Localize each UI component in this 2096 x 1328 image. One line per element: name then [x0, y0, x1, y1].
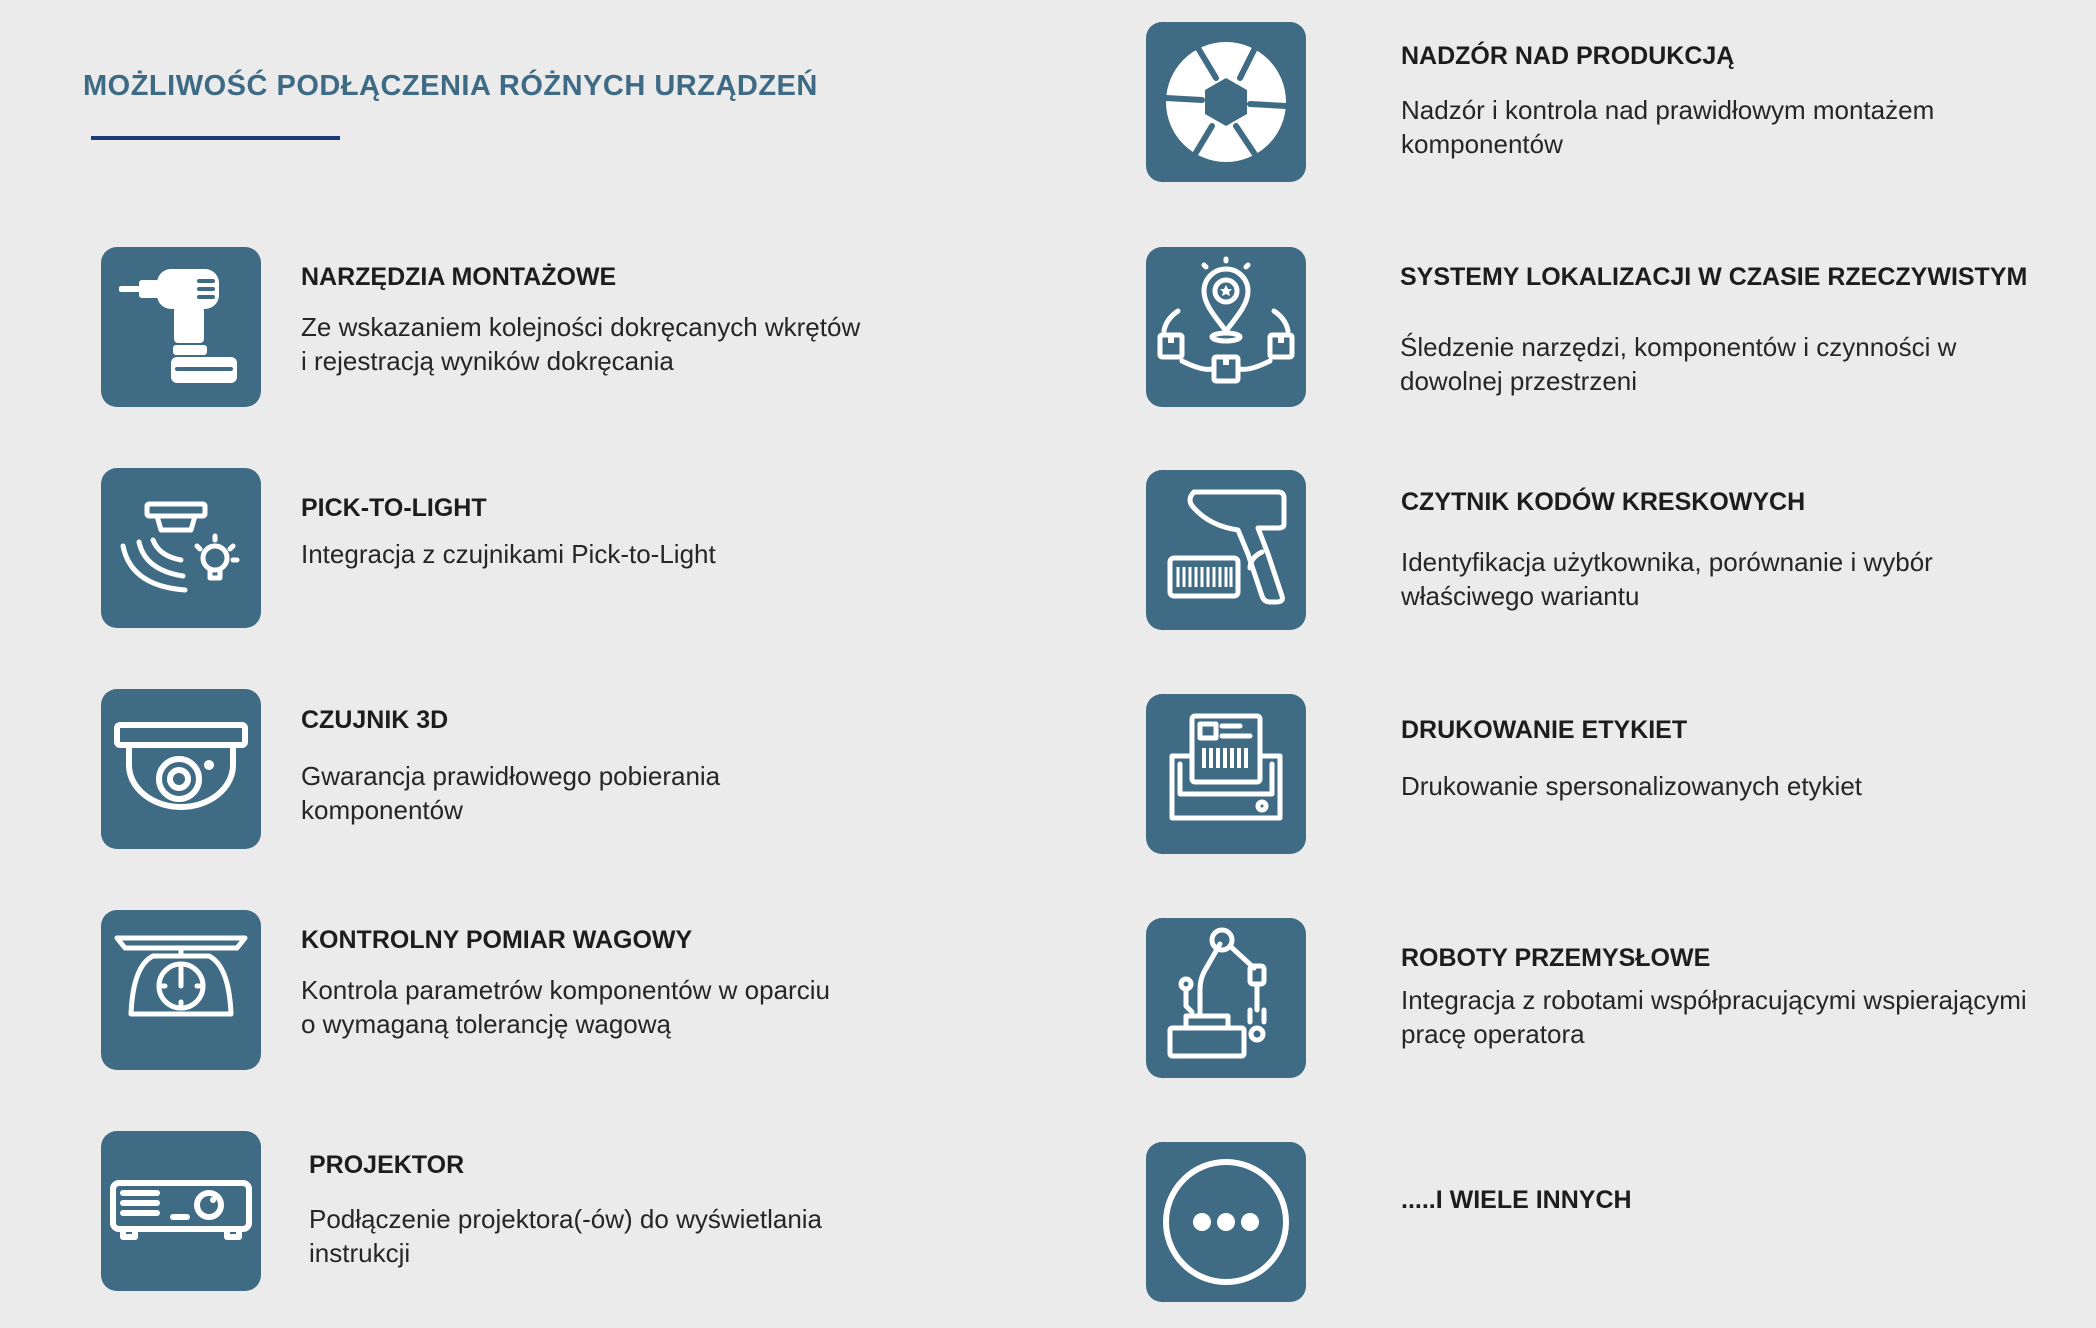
page-title: MOŻLIWOŚĆ PODŁĄCZENIA RÓŻNYCH URZĄDZEŃ — [83, 70, 818, 102]
barcode-scanner-icon — [1146, 470, 1306, 630]
item-description: Gwarancja prawidłowego pobierania komponentów — [301, 761, 721, 825]
location-tracking-icon — [1146, 247, 1306, 407]
feature-item-barcode-reader — [1146, 470, 2066, 630]
title-underline — [91, 136, 340, 140]
feature-item-projector — [101, 1131, 861, 1291]
robot-arm-icon — [1146, 918, 1306, 1078]
item-title: KONTROLNY POMIAR WAGOWY — [301, 926, 693, 954]
feature-item-assembly-tools — [101, 247, 861, 407]
label-printer-icon — [1146, 694, 1306, 854]
item-title: PICK-TO-LIGHT — [301, 494, 487, 522]
item-description: Kontrola parametrów komponentów w oparciu o wymaganą tolerancję wagową — [301, 975, 830, 1039]
item-description: Drukowanie spersonalizowanych etykiet — [1401, 771, 1863, 801]
item-description: Integracja z robotami współpracującymi wspierającymi pracę operatora — [1401, 985, 2027, 1049]
feature-item-production-supervision — [1146, 22, 2066, 182]
item-description: Podłączenie projektora(-ów) do wyświetlania instrukcji — [309, 1204, 823, 1268]
feature-item-more — [1146, 1142, 2066, 1302]
more-icon — [1146, 1142, 1306, 1302]
item-description: Ze wskazaniem kolejności dokręcanych wkrętów i rejestracją wyników dokręcania — [301, 312, 861, 376]
item-title: DRUKOWANIE ETYKIET — [1401, 716, 1688, 744]
feature-item-weight-control — [101, 910, 861, 1070]
item-title: SYSTEMY LOKALIZACJI W CZASIE RZECZYWISTYM — [1400, 263, 2028, 291]
item-title: NARZĘDZIA MONTAŻOWE — [301, 263, 617, 291]
item-description: Nadzór i kontrola nad prawidłowym montażem komponentów — [1401, 95, 1935, 159]
item-description: Śledzenie narzędzi, komponentów i czynności w dowolnej przestrzeni — [1400, 332, 1957, 396]
item-title: .....I WIELE INNYCH — [1401, 1186, 1632, 1214]
dome-camera-icon — [101, 689, 261, 849]
item-description: Integracja z czujnikami Pick-to-Light — [301, 539, 716, 569]
feature-item-real-time-location — [1146, 247, 2066, 407]
item-title: CZYTNIK KODÓW KRESKOWYCH — [1401, 488, 1806, 516]
feature-item-pick-to-light — [101, 468, 861, 628]
feature-item-3d-sensor — [101, 689, 861, 849]
item-title: PROJEKTOR — [309, 1151, 465, 1179]
item-title: ROBOTY PRZEMYSŁOWE — [1401, 944, 1711, 972]
item-title: NADZÓR NAD PRODUKCJĄ — [1401, 42, 1735, 70]
item-title: CZUJNIK 3D — [301, 706, 449, 734]
feature-item-industrial-robots — [1146, 918, 2066, 1078]
aperture-icon — [1146, 22, 1306, 182]
item-description: Identyfikacja użytkownika, porównanie i wybór właściwego wariantu — [1401, 547, 1933, 611]
feature-item-label-printing — [1146, 694, 2066, 854]
projector-icon — [101, 1131, 261, 1291]
drill-icon — [101, 247, 261, 407]
pick-to-light-icon — [101, 468, 261, 628]
scale-icon — [101, 910, 261, 1070]
